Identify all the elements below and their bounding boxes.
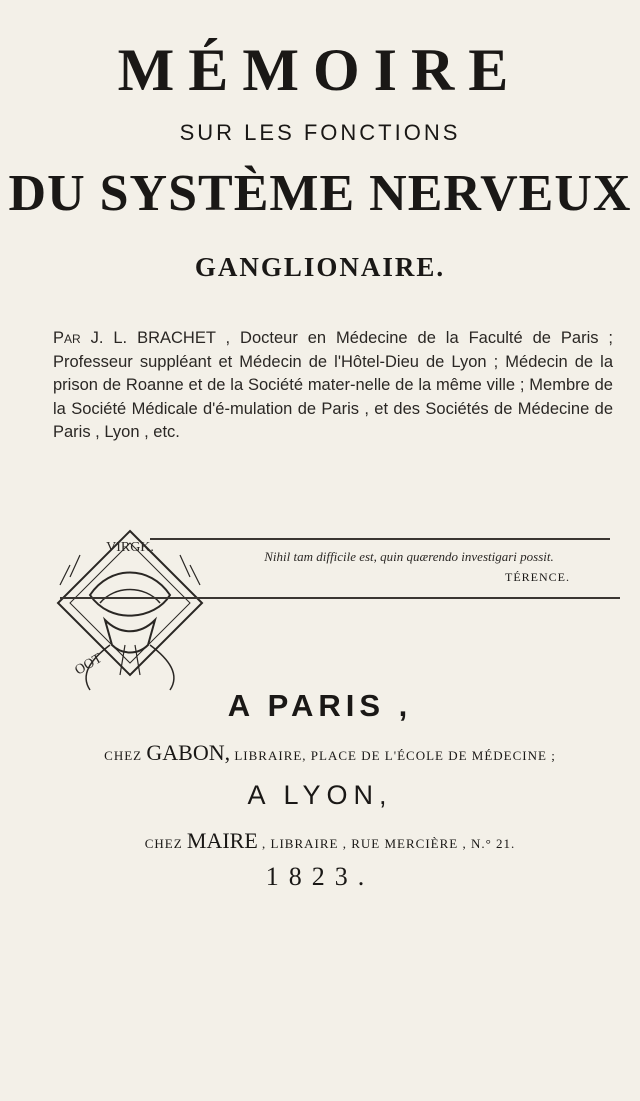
imprint-city-paris: A PARIS , [227, 688, 413, 723]
publisher-chez: CHEZ [144, 836, 183, 851]
publisher-address-paris: LIBRAIRE, PLACE DE L'ÉCOLE DE MÉDECINE ; [234, 748, 556, 763]
epigraph-quote: Nihil tam difficile est, quin quærendo investigari possit. [264, 549, 554, 564]
vignette-text-bottom: OOT [72, 651, 105, 679]
epigraph-author: TÉRENCE. [505, 570, 570, 584]
epigraph-rule-bottom [60, 597, 620, 599]
byline-prefix: Par [53, 329, 81, 347]
publisher-chez: CHEZ [104, 748, 143, 763]
publication-year: 1823. [265, 862, 375, 891]
publisher-address-lyon: , LIBRAIRE , RUE MERCIÈRE , N.° 21. [262, 836, 516, 851]
publisher-name-maire: MAIRE [186, 828, 258, 853]
vignette-text-top: VIRGK. [106, 540, 154, 555]
title-ganglionaire: GANGLIONAIRE. [194, 252, 446, 282]
title-systeme-nerveux: DU SYSTÈME NERVEUX [8, 165, 632, 222]
imprint-publisher-lyon [60, 828, 600, 854]
byline-text: J. L. BRACHET , Docteur en Médecine de la Faculté de Paris ; Professeur suppléant et Médecin de l'Hôtel-Dieu de Lyon ; Médecin de la prison de Roanne et de la Société mater-nelle de la même ville ; Membre de la Société Médicale d'é-mulation de Paris , et des Sociétés de Médecine de Paris , Lyon , etc. [53, 329, 613, 441]
title-sur-les-fonctions: SUR LES FONCTIONS [179, 120, 461, 145]
imprint-city-lyon: A LYON, [247, 780, 393, 810]
epigraph-rule-top [150, 538, 610, 540]
author-byline [53, 327, 613, 445]
title-memoire: MÉMOIRE [117, 37, 523, 103]
publisher-vignette-icon [30, 525, 230, 715]
publisher-name-gabon: GABON, [146, 740, 231, 765]
imprint-publisher-paris [60, 740, 600, 766]
